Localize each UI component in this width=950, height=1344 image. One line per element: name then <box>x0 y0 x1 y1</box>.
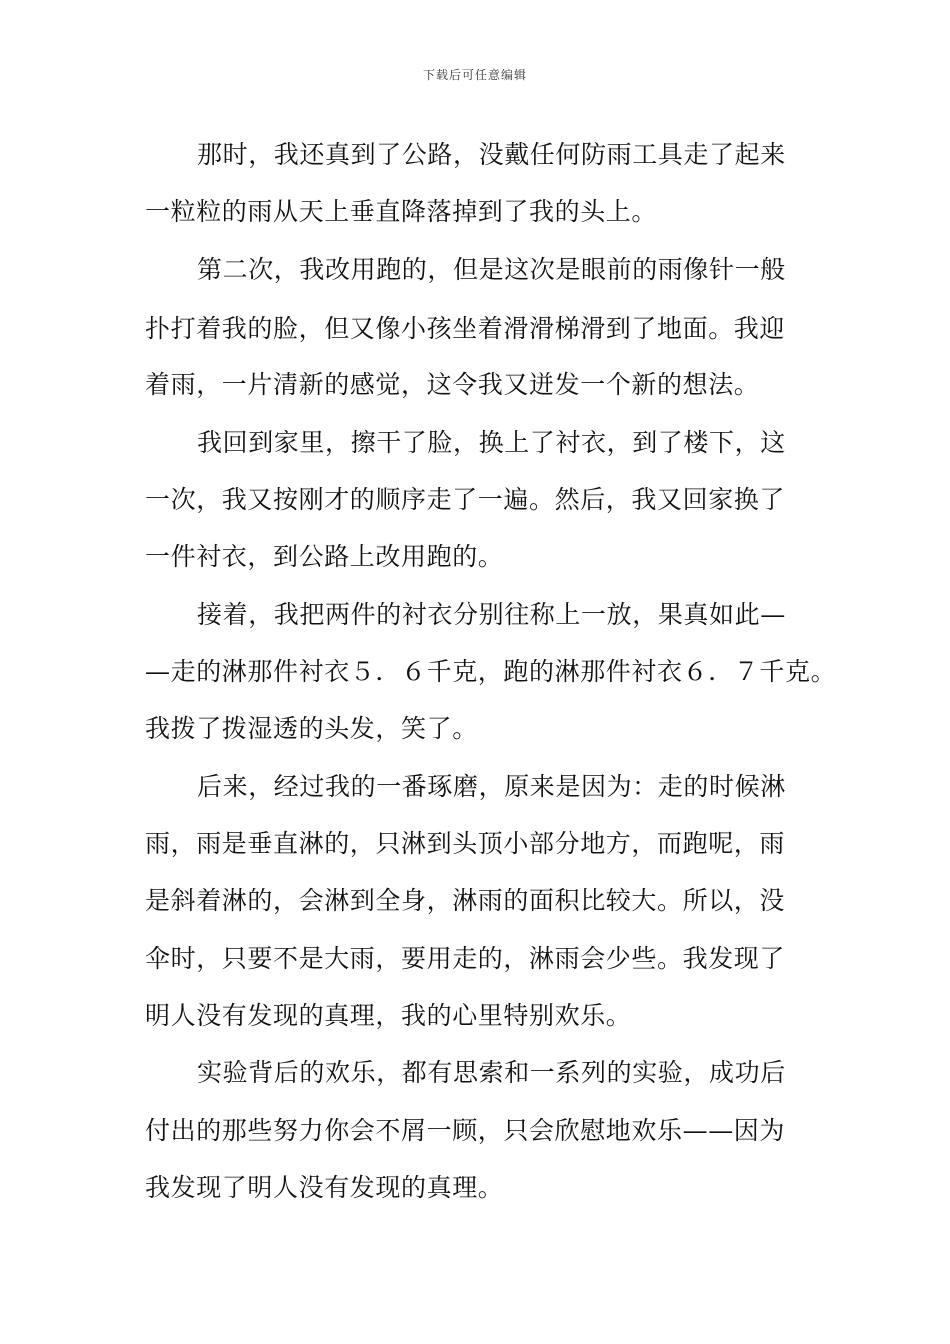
page-header: 下载后可任意编辑 <box>422 68 527 82</box>
text-line: 我拨了拨湿透的头发，笑了。 <box>145 714 478 743</box>
text-line: 伞时，只要不是大雨，要用走的，淋雨会少些。我发现了 <box>145 944 786 973</box>
text-line: 我发现了明人没有发现的真理。 <box>145 1173 504 1202</box>
text-line: 后来，经过我的一番琢磨，原来是因为：走的时候淋 <box>197 772 786 801</box>
text-line: 付出的那些努力你会不屑一顾，只会欣慰地欢乐——因为 <box>145 1116 786 1145</box>
text-line: 第二次，我改用跑的，但是这次是眼前的雨像针一般 <box>197 255 786 284</box>
text-line: —走的淋那件衬衣５．６千克，跑的淋那件衬衣６．７千克。 <box>145 657 837 686</box>
text-line: 是斜着淋的，会淋到全身，淋雨的面积比较大。所以，没 <box>145 886 786 915</box>
text-line: 一粒粒的雨从天上垂直降落掉到了我的头上。 <box>145 197 658 226</box>
text-line: 实验背后的欢乐，都有思索和一系列的实验，成功后 <box>197 1058 786 1087</box>
text-line: 扑打着我的脸，但又像小孩坐着滑滑梯滑到了地面。我迎 <box>145 314 786 343</box>
text-line: 雨，雨是垂直淋的，只淋到头顶小部分地方，而跑呢，雨 <box>145 829 786 858</box>
text-line: 明人没有发现的真理，我的心里特别欢乐。 <box>145 1001 632 1030</box>
text-line: 着雨，一片清新的感觉，这令我又迸发一个新的想法。 <box>145 370 760 399</box>
text-line: 一件衬衣，到公路上改用跑的。 <box>145 542 504 571</box>
text-line: 一次，我又按刚才的顺序走了一遍。然后，我又回家换了 <box>145 485 786 514</box>
text-line: 接着，我把两件的衬衣分别往称上一放，果真如此— <box>197 600 786 629</box>
text-line: 我回到家里，擦干了脸，换上了衬衣，到了楼下，这 <box>197 428 786 457</box>
text-line: 那时，我还真到了公路，没戴任何防雨工具走了起来 <box>197 140 786 169</box>
